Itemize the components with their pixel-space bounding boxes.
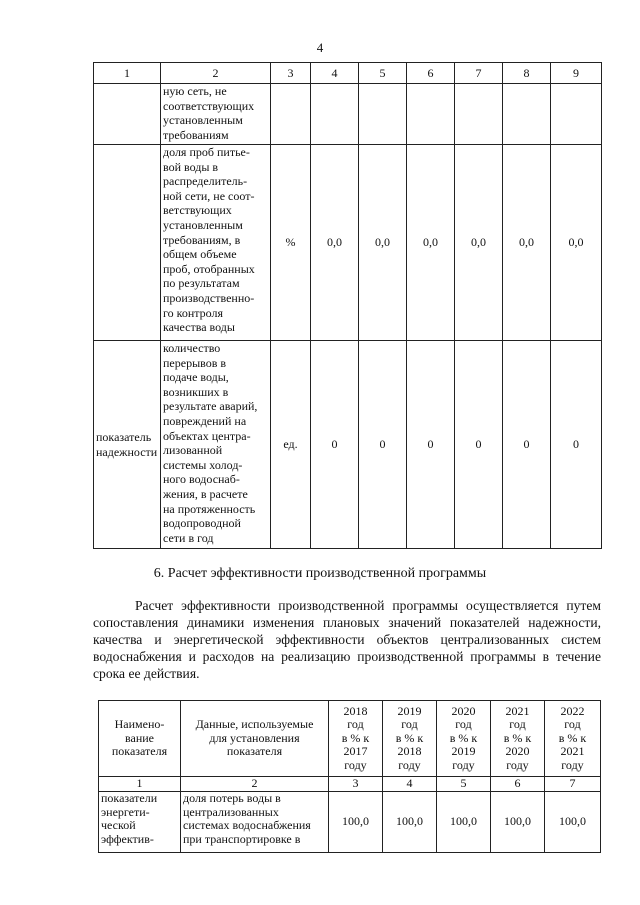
number-cell: 3 (329, 777, 383, 792)
value-cell: 100,0 (437, 792, 491, 853)
text-line: водопроводной (163, 516, 241, 531)
text-line: 2017 (343, 744, 368, 759)
header-cell: 2 (161, 63, 271, 84)
text-line: в % к (503, 730, 532, 745)
text-line: общем объеме (163, 247, 237, 262)
text-line: год (509, 717, 526, 732)
header-cell: 1 (94, 63, 161, 84)
text-line: лизованной (163, 443, 223, 458)
text-line: жения, в расчете (163, 486, 248, 501)
text-line: 2020 (451, 703, 476, 718)
header-cell (383, 701, 437, 777)
text-line: доля проб питье- (163, 145, 250, 159)
page-number: 4 (316, 40, 324, 55)
section-title: 6. Расчет эффективности производственной программы (153, 566, 487, 581)
text-line: вание (124, 730, 154, 745)
text-line: ческой (101, 818, 136, 832)
text-line: 2019 (451, 744, 476, 759)
number-cell: 6 (491, 777, 545, 792)
section-paragraph (93, 597, 601, 682)
header-cell: 7 (455, 63, 503, 84)
text-line: 2020 (505, 744, 530, 759)
label-cell (99, 792, 181, 853)
text-line: производственно- (163, 290, 255, 305)
text-line: вой воды в (163, 159, 219, 174)
label-cell (94, 145, 161, 341)
text-line: показатель (96, 429, 152, 444)
value-cell: 0,0 (503, 145, 551, 341)
text-line: при транспортировке в (183, 831, 301, 846)
text-line: год (564, 717, 581, 732)
header-cell: 8 (503, 63, 551, 84)
value-cell: 100,0 (329, 792, 383, 853)
table-row (94, 341, 602, 549)
value-cell (551, 84, 602, 145)
label-cell (94, 341, 161, 549)
text-line: году (561, 757, 584, 772)
value-cell: 0,0 (407, 145, 455, 341)
text-line: качества воды (163, 320, 235, 335)
text-line: го контроля (163, 305, 224, 320)
value-cell (455, 84, 503, 145)
value-cell: 0 (311, 341, 359, 549)
text-line: 2021 (505, 703, 530, 718)
number-cell: 1 (99, 777, 181, 792)
header-cell: 4 (311, 63, 359, 84)
text-line: году (506, 757, 529, 772)
text-line: ного водоснаб- (163, 472, 240, 487)
text-line: результате аварий, (163, 399, 258, 414)
unit-cell: ед. (271, 341, 311, 549)
text-line: Данные, используемые (195, 717, 314, 732)
text-line: требованиям (163, 127, 229, 142)
number-cell: 2 (181, 777, 329, 792)
text-line: установленным (163, 217, 243, 232)
header-cell: 9 (551, 63, 602, 84)
text-line: подаче воды, (163, 370, 229, 385)
header-cell (181, 701, 329, 777)
text-line: установленным (163, 113, 243, 128)
paragraph-text: Расчет эффективности производственной программы осуществляется путем сопоставления динамики изменения плановых значений показателей надежности, качества и энергетической эффективности объектов централизованных систем водоснабжения и расходов на реализацию производственной программы в течение срока ее действия. (93, 598, 601, 681)
efficiency-table (98, 700, 601, 853)
text-line: повреждений на (163, 413, 247, 428)
value-cell: 100,0 (383, 792, 437, 853)
text-line: год (347, 717, 364, 732)
value-cell: 0,0 (311, 145, 359, 341)
value-cell: 100,0 (491, 792, 545, 853)
header-cell (99, 701, 181, 777)
text-line: ную сеть, не (163, 84, 227, 98)
value-cell: 0 (455, 341, 503, 549)
text-line: в % к (395, 730, 424, 745)
text-line: количество (163, 341, 221, 355)
text-line: соответствующих (163, 98, 255, 113)
text-line: показатели (101, 791, 158, 805)
number-cell: 5 (437, 777, 491, 792)
text-line: 2019 (397, 703, 422, 718)
description-cell (161, 84, 271, 145)
text-line: энергети- (101, 804, 150, 819)
table-row (94, 84, 602, 145)
table-row (94, 145, 602, 341)
header-cell: 3 (271, 63, 311, 84)
value-cell: 0 (551, 341, 602, 549)
text-line: в % к (558, 730, 587, 745)
header-cell: 6 (407, 63, 455, 84)
value-cell (359, 84, 407, 145)
number-cell: 4 (383, 777, 437, 792)
value-cell: 0,0 (359, 145, 407, 341)
value-cell: 0 (359, 341, 407, 549)
value-cell (407, 84, 455, 145)
table-number-row (99, 777, 601, 792)
value-cell: 0,0 (551, 145, 602, 341)
text-line: году (452, 757, 475, 772)
value-cell (503, 84, 551, 145)
header-cell (545, 701, 601, 777)
table-row (99, 792, 601, 853)
text-line: 2018 (343, 703, 368, 718)
text-line: в % к (449, 730, 478, 745)
text-line: проб, отобранных (163, 261, 255, 276)
text-line: доля потерь воды в (183, 791, 281, 805)
header-cell (329, 701, 383, 777)
value-cell (311, 84, 359, 145)
text-line: распределитель- (163, 174, 248, 189)
text-line: показателя (111, 744, 168, 759)
text-line: 2018 (397, 744, 422, 759)
label-cell (94, 84, 161, 145)
text-line: ветствующих (163, 203, 232, 218)
unit-cell (271, 84, 311, 145)
unit-cell: % (271, 145, 311, 341)
text-line: надежности (96, 444, 158, 459)
text-line: 2021 (560, 744, 585, 759)
text-line: год (401, 717, 418, 732)
text-line: Наимено- (114, 717, 165, 732)
text-line: объектах центра- (163, 428, 251, 443)
value-cell: 0 (503, 341, 551, 549)
description-cell (161, 145, 271, 341)
text-line: сети в год (163, 530, 214, 545)
text-line: возникших в (163, 384, 229, 399)
indicators-table (93, 62, 602, 549)
text-line: году (398, 757, 421, 772)
header-cell (437, 701, 491, 777)
description-cell (181, 792, 329, 853)
text-line: системы холод- (163, 457, 243, 472)
text-line: году (344, 757, 367, 772)
text-line: год (455, 717, 472, 732)
value-cell: 100,0 (545, 792, 601, 853)
text-line: на протяженность (163, 501, 256, 516)
table-header-row (94, 63, 602, 84)
table-header-row (99, 701, 601, 777)
text-line: показателя (226, 744, 283, 759)
description-cell (161, 341, 271, 549)
text-line: 2022 (560, 703, 585, 718)
text-line: перерывов в (163, 355, 227, 370)
text-line: в % к (341, 730, 370, 745)
header-cell (491, 701, 545, 777)
text-line: эффектив- (101, 831, 154, 846)
header-cell: 5 (359, 63, 407, 84)
text-line: системах водоснабжения (183, 818, 311, 832)
text-line: требованиям, в (163, 232, 241, 247)
number-cell: 7 (545, 777, 601, 792)
text-line: для установления (209, 730, 300, 745)
text-line: централизованных (183, 804, 279, 819)
text-line: по результатам (163, 276, 240, 291)
text-line: ной сети, не соот- (163, 188, 255, 203)
value-cell: 0,0 (455, 145, 503, 341)
value-cell: 0 (407, 341, 455, 549)
